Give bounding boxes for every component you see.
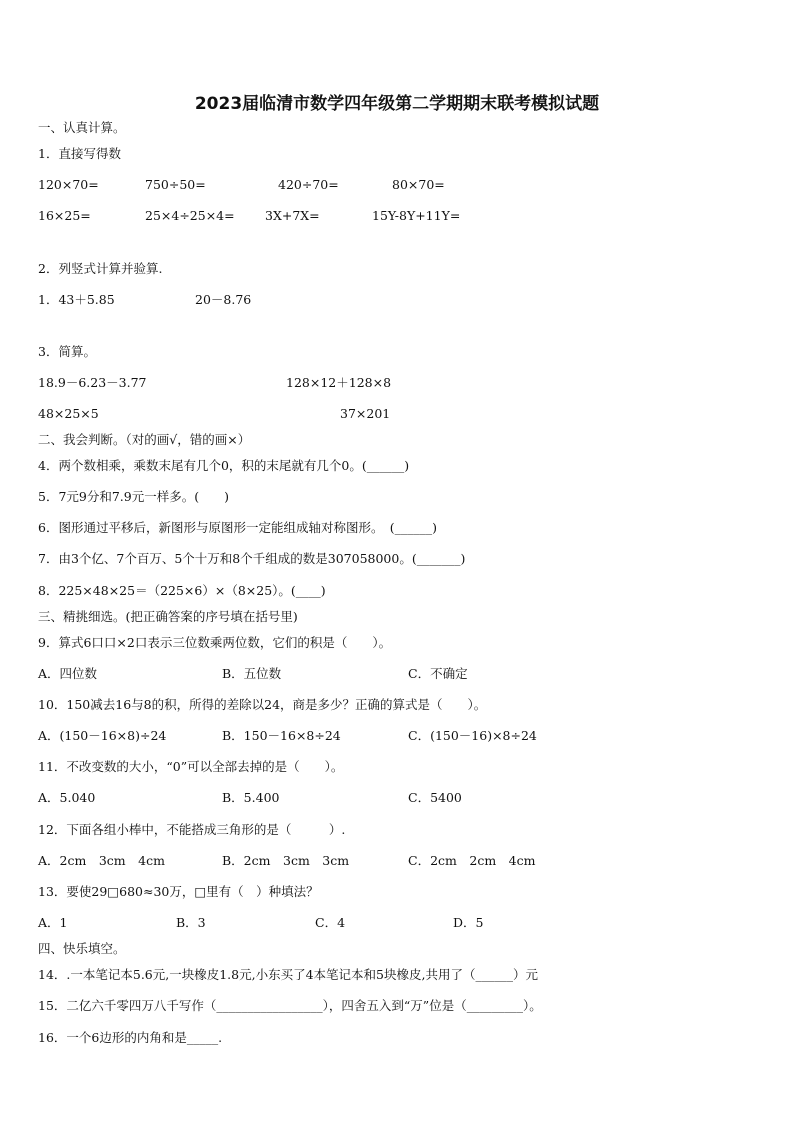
question-3-label: 3．简算。 (38, 344, 96, 359)
q1-item: 750÷50= (145, 177, 206, 192)
q9-option-a: A．四位数 (38, 666, 98, 681)
q11-option-a: A．5.040 (38, 790, 96, 805)
q11-option-c: C．5400 (408, 790, 462, 805)
q2-item: 1．43＋5.85 (38, 292, 115, 307)
question-11-stem: 11．不改变数的大小，“0”可以全部去掉的是（ ）。 (38, 759, 344, 774)
q3-item: 18.9－6.23－3.77 (38, 375, 147, 390)
question-14: 14．.一本笔记本5.6元,一块橡皮1.8元,小东买了4本笔记本和5块橡皮,共用了（______）元 (38, 967, 538, 982)
section-1-heading: 一、认真计算。 (38, 120, 126, 135)
question-1-label: 1．直接写得数 (38, 146, 121, 161)
q10-option-a: A．(150－16×8)÷24 (38, 728, 167, 743)
question-4: 4．两个数相乘，乘数末尾有几个0，积的末尾就有几个0。(______) (38, 458, 410, 473)
q9-option-b: B．五位数 (222, 666, 282, 681)
q10-option-c: C．(150－16)×8÷24 (408, 728, 537, 743)
q2-item: 20－8.76 (195, 292, 252, 307)
q3-item: 128×12＋128×8 (286, 375, 392, 390)
question-16: 16．一个6边形的内角和是_____. (38, 1030, 223, 1045)
q13-option-a: A．1 (38, 915, 68, 930)
q3-item: 37×201 (340, 406, 391, 421)
section-4-heading: 四、快乐填空。 (38, 941, 126, 956)
q12-option-a: A．2cm 3cm 4cm (38, 853, 165, 868)
q10-option-b: B．150－16×8÷24 (222, 728, 341, 743)
question-5: 5．7元9分和7.9元一样多。( ) (38, 489, 229, 504)
question-10-stem: 10．150减去16与8的积，所得的差除以24，商是多少？正确的算式是（ ）。 (38, 697, 487, 712)
q13-option-c: C．4 (315, 915, 346, 930)
q12-option-c: C．2cm 2cm 4cm (408, 853, 536, 868)
question-13-stem: 13．要使29□680≈30万，□里有（ ）种填法？ (38, 884, 319, 899)
section-2-heading: 二、我会判断。（对的画√，错的画×） (38, 432, 251, 447)
question-12-stem: 12．下面各组小棒中，不能搭成三角形的是（ ）. (38, 822, 346, 837)
q11-option-b: B．5.400 (222, 790, 280, 805)
q1-item: 420÷70= (278, 177, 339, 192)
question-15: 15．二亿六千零四万八千写作（_________________），四舍五入到“万”位是（_________）。 (38, 998, 542, 1013)
q13-option-d: D．5 (453, 915, 484, 930)
q1-item: 120×70= (38, 177, 99, 192)
q9-option-c: C．不确定 (408, 666, 468, 681)
question-2-label: 2．列竖式计算并验算. (38, 261, 163, 276)
question-8: 8．225×48×25＝（225×6）×（8×25）。(____) (38, 583, 326, 598)
q1-item: 15Y-8Y+11Y= (372, 208, 461, 223)
question-6: 6．图形通过平移后，新图形与原图形一定能组成轴对称图形。 (______) (38, 520, 437, 535)
q13-option-b: B．3 (176, 915, 206, 930)
page-title: 2023届临清市数学四年级第二学期期末联考模拟试题 (194, 94, 600, 114)
section-3-heading: 三、精挑细选。(把正确答案的序号填在括号里) (38, 609, 298, 624)
q3-item: 48×25×5 (38, 406, 99, 421)
q12-option-b: B．2cm 3cm 3cm (222, 853, 350, 868)
q1-item: 3X+7X= (265, 208, 320, 223)
q1-item: 16×25= (38, 208, 91, 223)
q1-item: 80×70= (392, 177, 445, 192)
question-7: 7．由3个亿、7个百万、5个十万和8个千组成的数是307058000。(_______) (38, 551, 466, 566)
q1-item: 25×4÷25×4= (145, 208, 235, 223)
question-9-stem: 9．算式6口口×2口表示三位数乘两位数，它们的积是（ ）。 (38, 635, 392, 650)
